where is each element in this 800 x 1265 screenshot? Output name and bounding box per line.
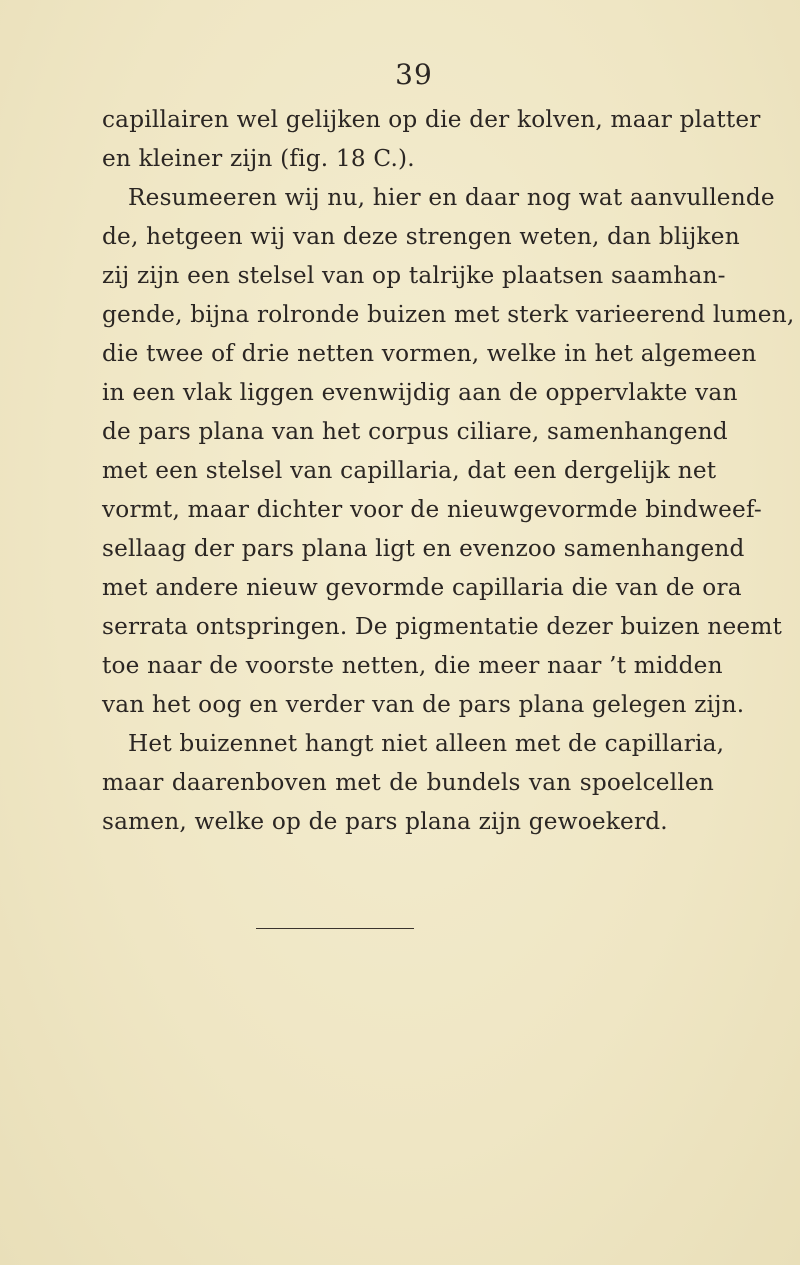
text-line: de, hetgeen wij van deze strengen weten, dan blijken xyxy=(102,223,740,250)
text-line: sellaag der pars plana ligt en evenzoo samenhangend xyxy=(102,535,745,562)
page-number: 39 xyxy=(395,58,433,91)
text-line: maar daarenboven met de bundels van spoelcellen xyxy=(102,769,714,796)
text-line: zij zijn een stelsel van op talrijke plaatsen saamhan- xyxy=(102,262,726,289)
body-text xyxy=(102,100,795,841)
text-line: van het oog en verder van de pars plana gelegen zijn. xyxy=(102,691,745,718)
text-line: samen, welke op de pars plana zijn gewoekerd. xyxy=(102,808,668,835)
text-line: serrata ontspringen. De pigmentatie dezer buizen neemt xyxy=(102,613,783,640)
text-line: met een stelsel van capillaria, dat een dergelijk net xyxy=(102,457,717,484)
text-line: toe naar de voorste netten, die meer naar ’t midden xyxy=(102,652,723,679)
text-line: in een vlak liggen evenwijdig aan de oppervlakte van xyxy=(102,379,738,406)
text-line: vormt, maar dichter voor de nieuwgevormde bindweef- xyxy=(102,496,762,523)
text-line: Resumeeren wij nu, hier en daar nog wat aanvullende xyxy=(128,184,775,211)
text-line: capillairen wel gelijken op die der kolven, maar platter xyxy=(102,106,761,133)
text-line: de pars plana van het corpus ciliare, samenhangend xyxy=(102,418,728,445)
text-line: gende, bijna rolronde buizen met sterk varieerend lumen, xyxy=(102,301,795,328)
end-rule xyxy=(256,928,414,929)
text-line: en kleiner zijn (fig. 18 C.). xyxy=(102,145,415,172)
text-line: die twee of drie netten vormen, welke in het algemeen xyxy=(102,340,757,367)
text-line: Het buizennet hangt niet alleen met de capillaria, xyxy=(128,730,725,757)
text-line: met andere nieuw gevormde capillaria die van de ora xyxy=(102,574,742,601)
